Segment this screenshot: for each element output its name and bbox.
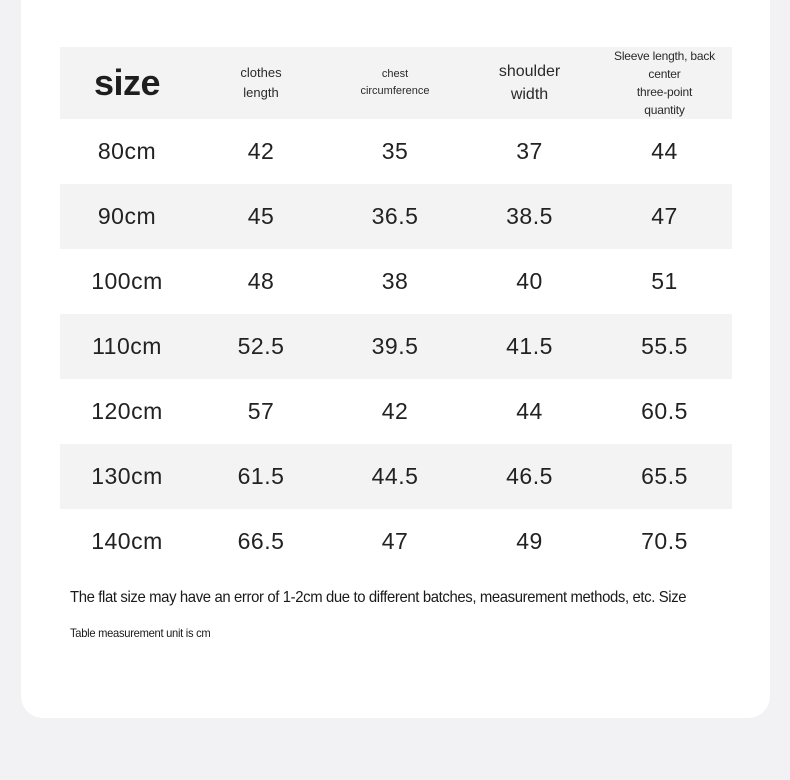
cell-size: 130cm xyxy=(91,463,163,489)
header-shoulder-line2: width xyxy=(510,86,549,103)
cell-clothes-length: 52.5 xyxy=(237,333,285,359)
cell-sleeve: 55.5 xyxy=(641,333,688,359)
table-header-row xyxy=(60,47,732,119)
cell-sleeve: 70.5 xyxy=(641,528,688,554)
cell-size: 90cm xyxy=(97,203,157,229)
cell-shoulder: 41.5 xyxy=(506,333,553,359)
header-chest-line1: chest xyxy=(381,68,409,80)
cell-chest: 42 xyxy=(381,398,409,424)
cell-sleeve: 65.5 xyxy=(641,463,688,489)
cell-clothes-length: 61.5 xyxy=(237,463,285,489)
header-clothes-length xyxy=(194,47,328,119)
cell-clothes-length: 66.5 xyxy=(237,528,285,554)
cell-clothes-length: 57 xyxy=(247,398,275,424)
cell-chest: 39.5 xyxy=(371,333,419,359)
cell-chest: 47 xyxy=(381,528,409,554)
table-row xyxy=(60,379,732,444)
header-sleeve-line3: quantity xyxy=(644,103,685,117)
cell-sleeve: 60.5 xyxy=(641,398,688,424)
cell-size: 100cm xyxy=(91,268,163,294)
cell-shoulder: 37 xyxy=(516,138,543,164)
table-row xyxy=(60,314,732,379)
header-clothes-length-line2: length xyxy=(243,85,279,100)
header-sleeve-line2: three-point xyxy=(636,85,693,99)
header-size: size xyxy=(93,62,161,103)
cell-shoulder: 44 xyxy=(516,398,543,424)
header-chest-circumference xyxy=(328,47,462,119)
cell-size: 80cm xyxy=(97,138,157,164)
cell-shoulder: 49 xyxy=(516,528,543,554)
cell-clothes-length: 48 xyxy=(247,268,275,294)
size-chart-table xyxy=(60,47,732,574)
header-clothes-length-line1: clothes xyxy=(240,65,282,80)
measurement-note: The flat size may have an error of 1-2cm due to different batches, measurement methods, etc. Size xyxy=(70,589,687,606)
cell-sleeve: 47 xyxy=(651,203,678,229)
measurement-unit-note: Table measurement unit is cm xyxy=(70,626,211,640)
cell-shoulder: 40 xyxy=(516,268,543,294)
header-sleeve-line1: Sleeve length, back center xyxy=(614,49,715,81)
table-row xyxy=(60,184,732,249)
cell-chest: 36.5 xyxy=(371,203,419,229)
header-chest-line2: circumference xyxy=(360,85,430,97)
cell-clothes-length: 42 xyxy=(247,138,275,164)
cell-shoulder: 38.5 xyxy=(506,203,553,229)
table-row xyxy=(60,249,732,314)
cell-size: 110cm xyxy=(92,333,162,359)
cell-chest: 35 xyxy=(381,138,409,164)
cell-size: 140cm xyxy=(91,528,163,554)
table-row xyxy=(60,509,732,574)
table-row xyxy=(60,444,732,509)
header-shoulder-line1: shoulder xyxy=(498,63,561,80)
cell-size: 120cm xyxy=(91,398,163,424)
table-row xyxy=(60,119,732,184)
cell-chest: 44.5 xyxy=(371,463,419,489)
cell-sleeve: 44 xyxy=(651,138,678,164)
header-shoulder-width xyxy=(462,47,597,119)
cell-shoulder: 46.5 xyxy=(506,463,553,489)
cell-clothes-length: 45 xyxy=(247,203,275,229)
cell-sleeve: 51 xyxy=(651,268,678,294)
cell-chest: 38 xyxy=(381,268,409,294)
header-sleeve-length xyxy=(597,47,732,119)
